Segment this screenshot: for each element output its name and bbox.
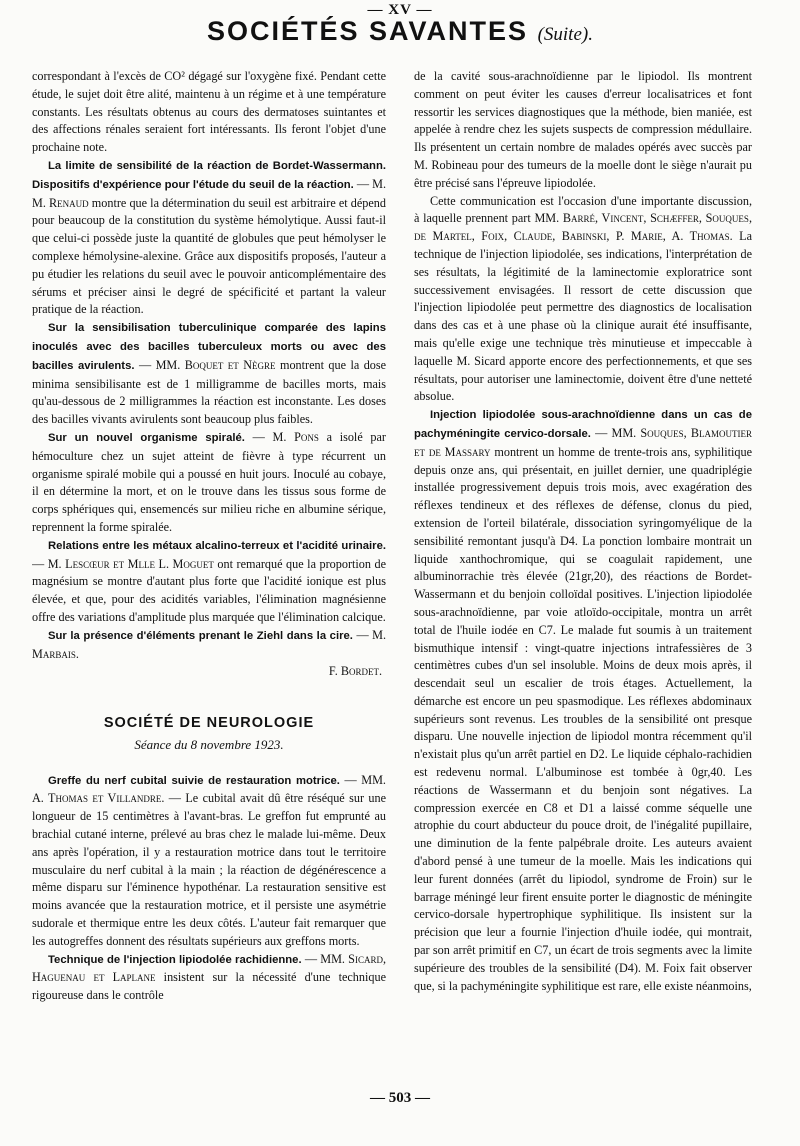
signature: F. Bordet. bbox=[328, 664, 382, 679]
abstract-title: Sur la sensibilisation tuberculinique comparée des lapins inoculés avec des bacilles tuberculeux morts ou avec des bacilles avirulents. bbox=[32, 322, 386, 372]
abstract-sicard bbox=[32, 951, 386, 1005]
abstract-title: Sur la présence d'éléments prenant le Ziehl dans la cire. bbox=[48, 629, 353, 642]
abstract-text: ont remarqué que la proportion de magnésium se montre d'autant plus forte que l'acidité ionique est plus élevée, et que, pour des acidités variables, l'élimination magnésienne offre des variations d'amplitude plus marquée que l'élimination calcique. bbox=[32, 556, 386, 624]
abstract-author: — MM. Boquet et Nègre bbox=[138, 357, 276, 372]
abstract-text: montrent un homme de trente-trois ans, syphilitique depuis onze ans, qui présentait, en juillet dernier, une quadriplégie installée progressivement depuis trois mois, avec exagération des réflexes tendineux et des réflexes de défense, clonus du pied, extension de l'orteil bilatérale, dissociation syringomyélique de la sensibilité remontant jusqu'à D4. La ponction lombaire montrait un liquide xanthochromique, qui se coagulait rapidement, une albuminorrachie très élevée (21gr,20), des réactions de Bordet-Wassermann et du benjoin colloïdal positives. L'injection lipiodolée sous-arachnoïdienne, par voie atloïdo-occipitale, montra un arrêt total de l'huile iodée en C7. Le malade fut soumis à un traitement bismuthique intensif : vingt-quatre injections intrafessières de 3 centimètres cubes d'un sel insoluble. Moins de deux mois après, il descendait seul un escalier de trois étages. Actuellement, la démarche est encore un peu spasmodique. Les réflexes abdominaux supérieurs sont revenus. Les troubles de la sensibilité ont presque disparu. Une nouvelle injection de lipiodol montra récemment qu'il n'existait plus qu'un arrêt partiel en D2. Le liquide céphalo-rachidien est redevenu normal. L'albuminose est tombée à 0gr,40. Les réactions de Wassermann et du benjoin sont négatives. La compression exercée en C8 et D1 a laissé comme séquelle une atrophie du court abducteur du pouce droit, de l'inégalité pupillaire, une diminution de la fente palpébrale droite. Les auteurs avaient d'abord pensé à une tumeur de la moelle. Mais les indications qui leur furent données (arrêt du lipiodol, syndrome de Froin) sur le barrage méningé leur firent ensuite porter le diagnostic de méningite cervico-dorsale hypertrophique syphilitique. Ils insistent sur la précision que leur a fournie l'injection d'huile iodée, qui montrait, par son arrêt primitif en C7, un écart de trois segments avec la limite supérieure des troubles de la sensibilité (D4). M. Foix fait observer que, si la pachyméningite syphilitique est rare, elle existe néanmoins, bbox=[414, 444, 752, 993]
page-number: — 503 — bbox=[370, 1090, 430, 1106]
running-head bbox=[0, 18, 800, 45]
abstract-text: a isolé par hémoculture chez un sujet atteint de fièvre à type récurrent un organisme spiralé mobile qui a poussé en huit jours. Inoculé au cobaye, il en détermine la mort, et on le trouve dans les tissus sous forme de corps sphériques qui, ensemencés sur milieu riche en albumine sérique, reprennent la forme spiralée. bbox=[32, 429, 386, 534]
right-column bbox=[414, 68, 752, 1088]
abstract-thomas-villandre bbox=[32, 772, 386, 951]
abstract-author: — M. Lescœur et Mlle L. Moguet bbox=[32, 556, 214, 571]
abstract-title: Sur un nouvel organisme spiralé. bbox=[48, 431, 245, 444]
abstract-marbais bbox=[32, 627, 386, 664]
abstract-title: Technique de l'injection lipiodolée rachidienne. bbox=[48, 953, 302, 966]
discussion-participants: MM. Barré, Vincent, Schæffer, Souques, de Martel, Foix, Claude, Babinski, P. Marie, A. Thomas. bbox=[414, 211, 752, 244]
paragraph: de la cavité sous-arachnoïdienne par le lipiodol. Ils montrent comment on peut éviter les causes d'erreur localisatrices et font ressortir les services diagnostiques que la méthode, bien maniée, est appelée à rendre chez les sujets suspects de compression médullaire. Ils présentent un certain nombre de malades opérés avec succès par M. Robineau pour des tumeurs de la moelle dont le siège n'aurait pu être précisé sans l'épreuve lipiodolée. bbox=[414, 69, 752, 190]
abstract-text: montre que la détermination du seuil est arbitraire et dépend pour beaucoup de la constitution du système hémolytique. Aussi faut-il que celui-ci possède juste la quantité de globules que peut hémolyser le complexe hémolysine-alexine. Grâce aux dispositifs proposés, l'auteur a pu étudier les relations du seuil avec le pouvoir anticomplémentaire des sérums et préciser ainsi le degré de spécificité et partant la valeur pratique de la réaction. bbox=[32, 195, 386, 317]
abstract-author: — MM. Sicard, Haguenau et Laplane bbox=[32, 951, 386, 985]
roman-page-number: — XV — bbox=[367, 2, 433, 18]
discussion-lead: Cette communication est l'occasion d'une importante discussion, à laquelle prennent part bbox=[414, 193, 752, 226]
abstract-souques bbox=[414, 406, 752, 995]
abstract-author: — M. Marbais. bbox=[32, 627, 386, 661]
running-head-title: SOCIÉTÉS SAVANTES bbox=[207, 16, 529, 46]
abstract-author: — M. M. Renaud bbox=[32, 176, 386, 210]
paragraph: correspondant à l'excès de CO² dégagé sur l'oxygène fixé. Pendant cette étude, le sujet doit être alité, maintenu à un régime et à une température constants. Les résultats obtenus au cours des dermatoses suintantes et des affections rénales seraient fort intéressants. Ils feront l'objet d'une prochaine note. bbox=[32, 69, 386, 155]
abstract-lescoeur-moguet bbox=[32, 537, 386, 627]
abstract-title: Relations entre les métaux alcalino-terreux et l'acidité urinaire. bbox=[48, 539, 386, 552]
section-heading: SOCIÉTÉ DE NEUROLOGIE bbox=[103, 715, 315, 732]
abstract-renaud bbox=[32, 157, 386, 319]
abstract-author: — MM. A. Thomas et Villandre. bbox=[32, 772, 386, 806]
abstract-author: — M. Pons bbox=[252, 429, 319, 444]
abstract-title: Injection lipiodolée sous-arachnoïdienne dans un cas de pachyméningite cervico-dorsale. bbox=[414, 409, 752, 440]
abstract-title: Greffe du nerf cubital suivie de restauration motrice. bbox=[48, 774, 340, 787]
abstract-boquet-negre bbox=[32, 319, 386, 429]
abstract-title: La limite de sensibilité de la réaction de Bordet-Wassermann. Dispositifs d'expérience pour l'étude du seuil de la réaction. bbox=[32, 159, 386, 191]
abstract-pons bbox=[32, 429, 386, 537]
discussion-text: La technique de l'injection lipiodolée, ses indications, l'interprétation de ses résultats, la légitimité de la laminectomie exploratrice sont successivement envisagées. Il ressort de cette discussion que l'injection lipiodolée peut permettre des diagnostics de localisation dans des cas et à une phase où la clinique aurait été insuffisante, mais qu'elle exige une technique très minutieuse et impeccable à laquelle M. Sicard apporte encore des perfectionnements, et que ses résultats, pour autoriser une laminectomie, doivent être d'une netteté absolue. bbox=[414, 229, 752, 404]
running-head-suite: (Suite). bbox=[537, 24, 593, 45]
abstract-text: — Le cubital avait dû être réséqué sur une longueur de 15 centimètres à l'avant-bras. Le greffon fut emprunté au brachial cutané interne, prélevé au bras chez le malade lui-même. Deux ans après l'opération, il y a restauration motrice dans tout le territoire musculaire du nerf cubital à la main ; la réaction de dégénérescence a même disparu sur l'éminence hypothénar. La restauration sensitive est moins avancée que la restauration motrice, et il persiste une asymétrie sudorale et thermique entre les deux côtés. L'auteur fait remarquer que les autogreffes donnent des résultats supérieurs aux greffons morts. bbox=[32, 791, 386, 948]
left-column bbox=[32, 68, 386, 1088]
session-date: Séance du 8 novembre 1923. bbox=[134, 736, 284, 752]
abstract-author: — MM. Souques, Blamoutier et de Massary bbox=[414, 425, 752, 459]
abstract-text: montrent que la dose minima sensibilisante est de 1 milligramme de bacilles morts, mais qu'au-dessous de 2 milligrammes la réaction est inconstante. Les doses des bacilles vivants avirulents sont beaucoup plus faibles. bbox=[32, 357, 386, 427]
discussion-paragraph bbox=[414, 193, 752, 407]
abstract-text: insistent sur la nécessité d'une technique rigoureuse dans le contrôle bbox=[32, 970, 386, 1003]
